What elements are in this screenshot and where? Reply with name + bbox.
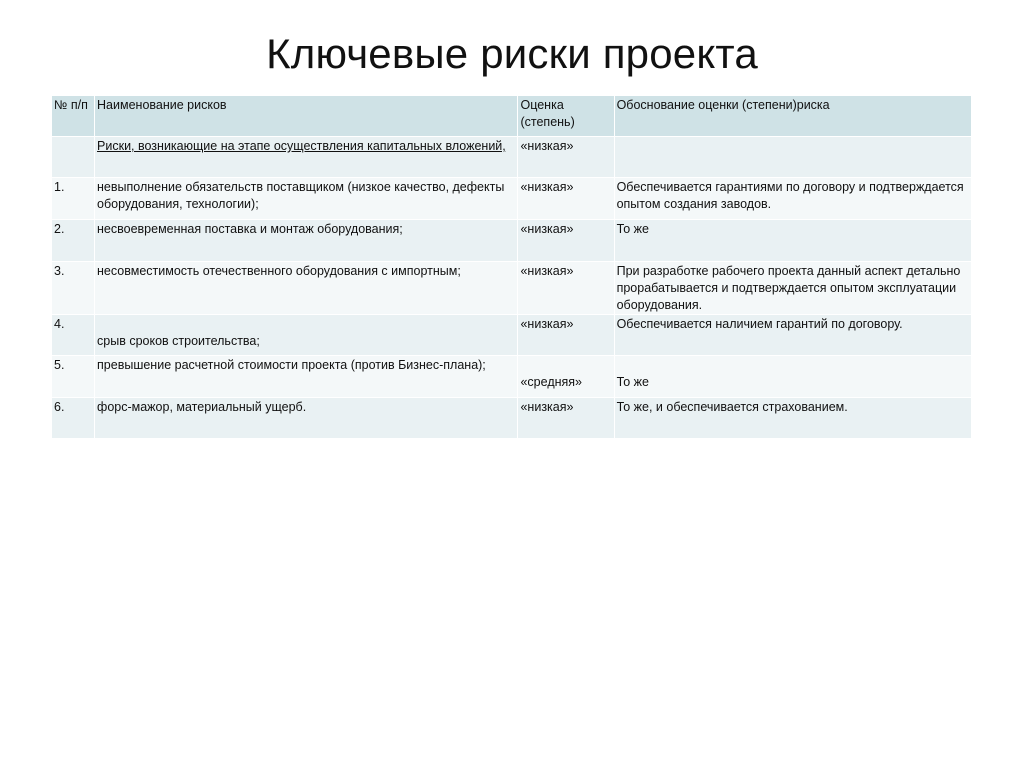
justification-text: То же <box>616 375 649 389</box>
cell-grade <box>518 356 614 398</box>
table-row <box>52 398 972 439</box>
cell-risk-name: превышение расчетной стоимости проекта (против Бизнес-плана); <box>95 356 518 398</box>
cell-justification <box>614 356 971 398</box>
table-row <box>52 262 972 315</box>
section-heading: Риски, возникающие на этапе осуществления капитальных вложений, <box>97 139 506 153</box>
cell-number: 5. <box>52 356 95 398</box>
header-grade: Оценка (степень) <box>518 96 614 137</box>
page-title: Ключевые риски проекта <box>266 30 758 77</box>
cell-risk-name: невыполнение обязательств поставщиком (низкое качество, дефекты оборудования, технологии); <box>95 178 518 220</box>
cell-number: 3. <box>52 262 95 315</box>
cell-risk-name: несовместимость отечественного оборудования с импортным; <box>95 262 518 315</box>
cell-risk-name: несвоевременная поставка и монтаж оборудования; <box>95 220 518 262</box>
table-row <box>52 137 972 178</box>
cell-justification: Обеспечивается наличием гарантий по договору. <box>614 315 971 356</box>
table-row <box>52 220 972 262</box>
cell-grade: «низкая» <box>518 398 614 439</box>
cell-justification: То же, и обеспечивается страхованием. <box>614 398 971 439</box>
cell-justification: Обеспечивается гарантиями по договору и подтверждается опытом создания заводов. <box>614 178 971 220</box>
cell-number: 1. <box>52 178 95 220</box>
table-row <box>52 356 972 398</box>
grade-text: «средняя» <box>520 375 583 389</box>
cell-number <box>52 137 95 178</box>
cell-grade: «низкая» <box>518 178 614 220</box>
cell-grade: «низкая» <box>518 262 614 315</box>
cell-risk-name <box>95 315 518 356</box>
cell-risk-name <box>95 137 518 178</box>
table-row <box>52 178 972 220</box>
risk-table <box>51 95 972 439</box>
cell-grade: «низкая» <box>518 220 614 262</box>
risk-name-text: срыв сроков строительства; <box>97 334 260 348</box>
header-risk-name: Наименование рисков <box>95 96 518 137</box>
cell-number: 6. <box>52 398 95 439</box>
table-row <box>52 315 972 356</box>
cell-number: 4. <box>52 315 95 356</box>
cell-justification: То же <box>614 220 971 262</box>
cell-grade: «низкая» <box>518 315 614 356</box>
cell-justification: При разработке рабочего проекта данный аспект детально прорабатывается и подтверждается опытом эксплуатации оборудования. <box>614 262 971 315</box>
cell-justification <box>614 137 971 178</box>
cell-number: 2. <box>52 220 95 262</box>
cell-grade: «низкая» <box>518 137 614 178</box>
header-justification: Обоснование оценки (степени)риска <box>614 96 971 137</box>
table-header-row <box>52 96 972 137</box>
cell-risk-name: форс-мажор, материальный ущерб. <box>95 398 518 439</box>
header-number: № п/п <box>52 96 95 137</box>
